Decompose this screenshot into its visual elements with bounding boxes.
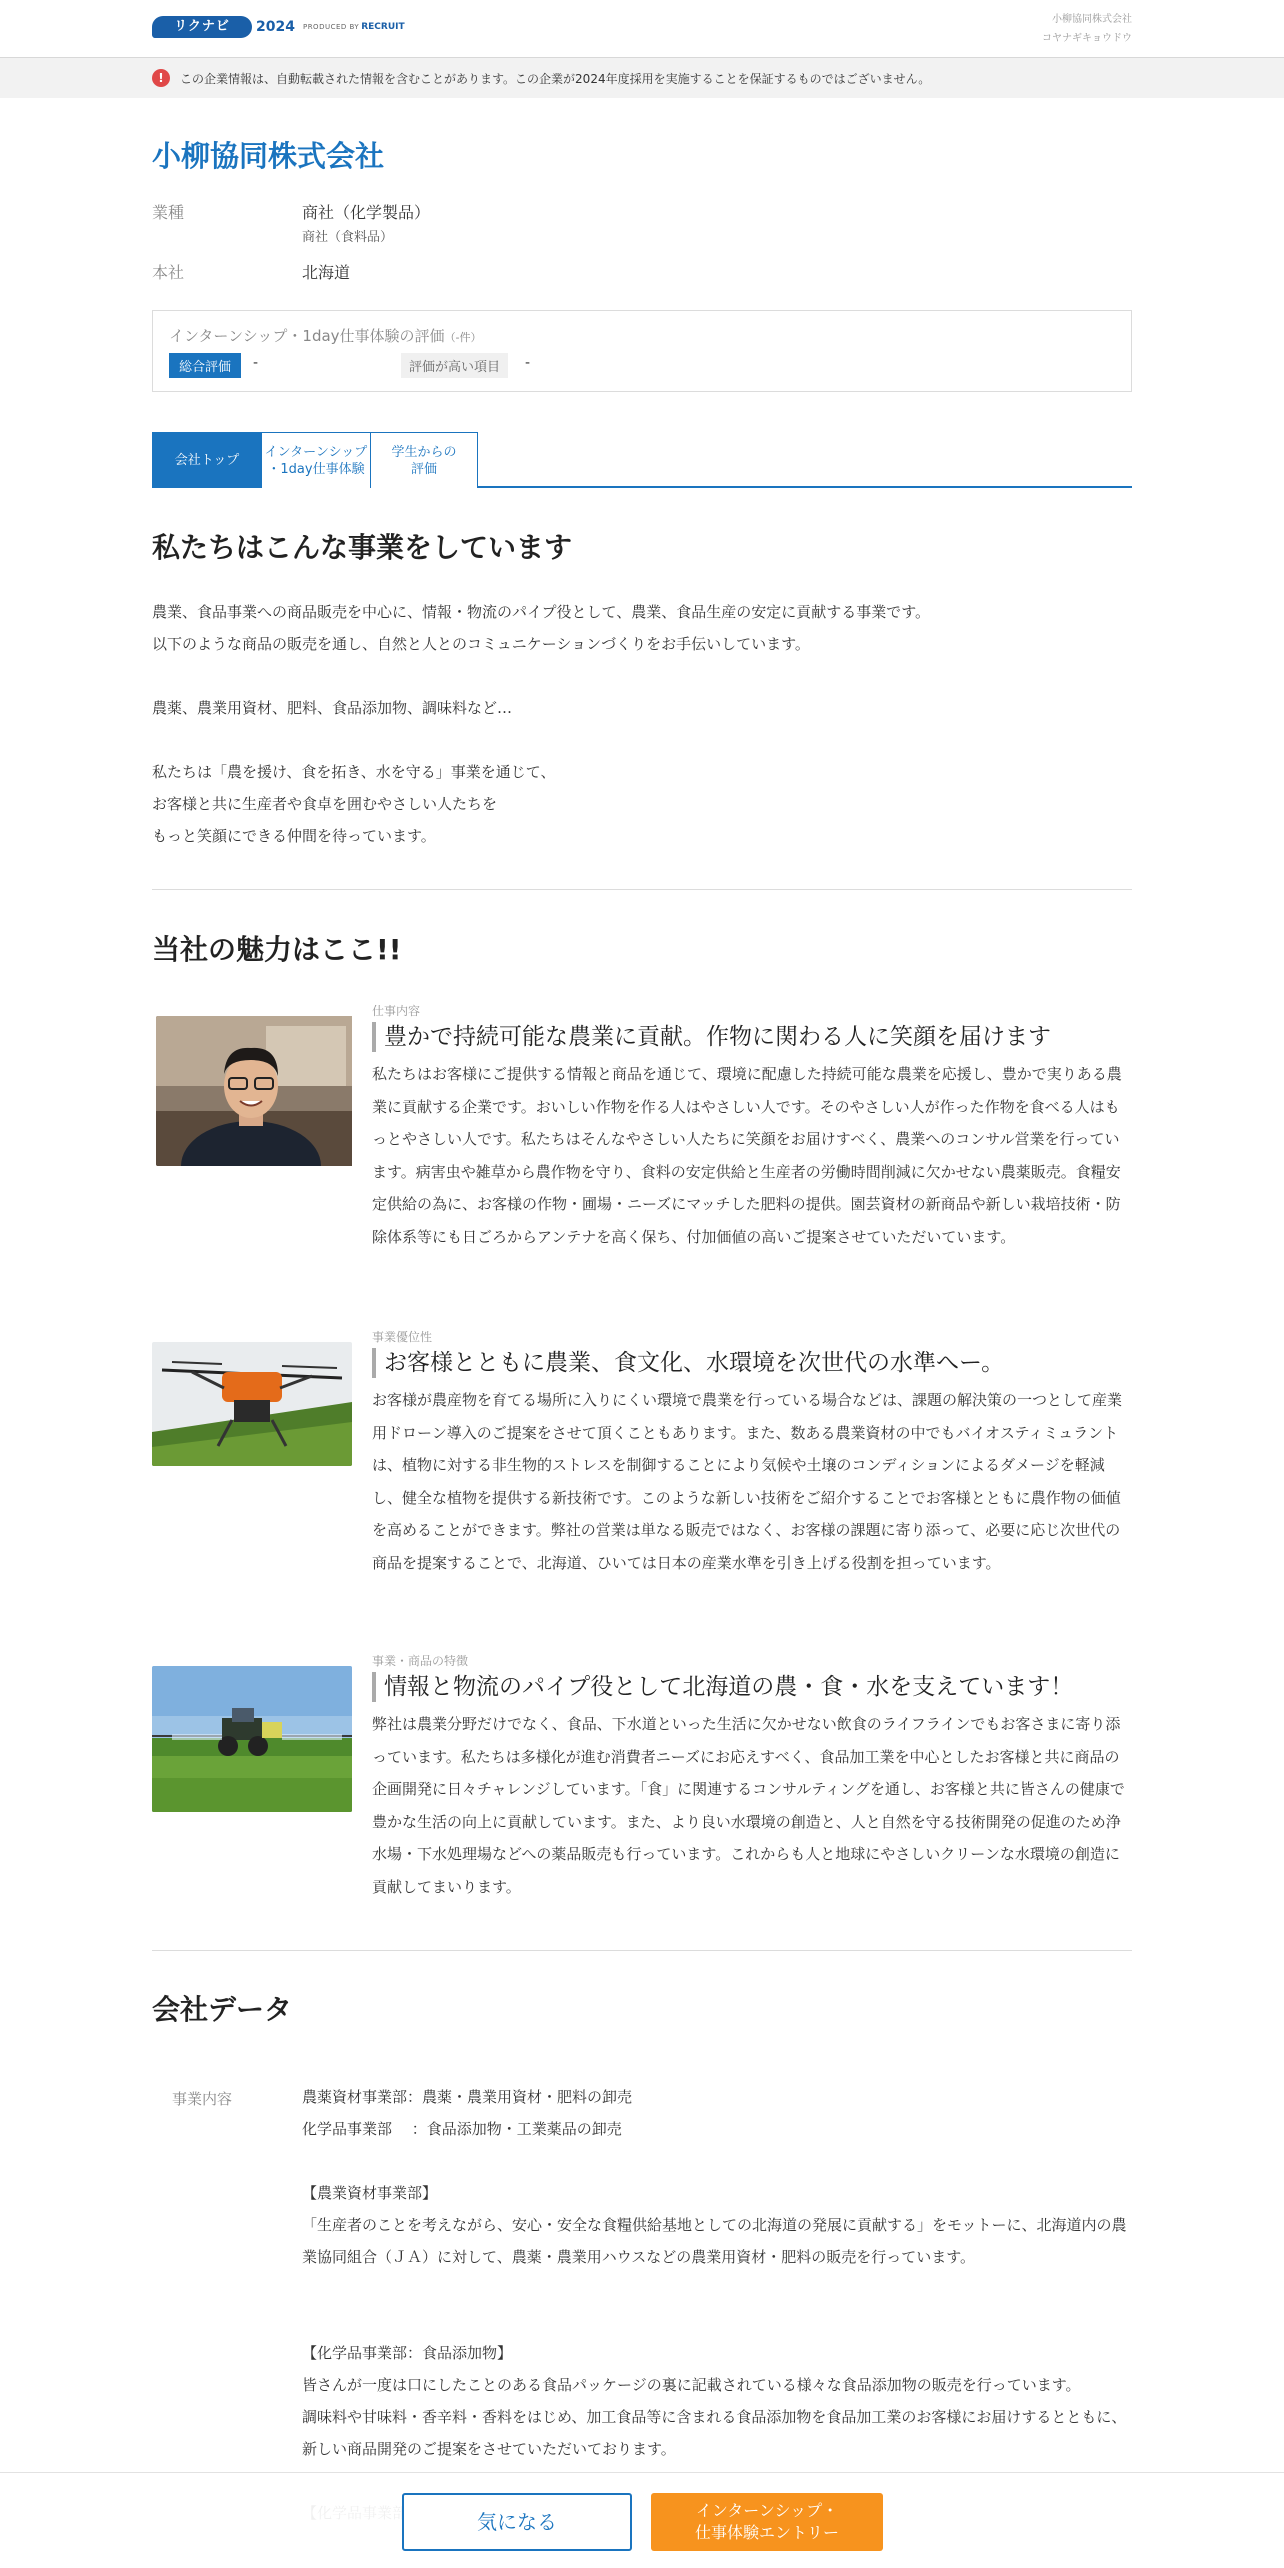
appeal-body [372, 1652, 1132, 1903]
appeal-text: 弊社は農業分野だけでなく、食品、下水道といった生活に欠かせない飲食のライフラインでもお客さまに寄り添っています。私たちは多様化が進む消費者ニーズにお応えすべく、食品加工業を中心としたお客様と共に商品の企画開発に日々チャレンジしています。「食」に関連するコンサルティングを通し、お客様と共に皆さんの健康で豊かな生活の向上に貢献しています。また、より良い水環境の創造と、人と自然を守る技術開発の促進のため浄水場・下水処理場などへの薬品販売も行っています。これからも人と地球にやさしいクリーンな水環境の創造に貢献してまいります。 [372, 1715, 1125, 1896]
section-divider [152, 889, 1132, 890]
appeal-photo-staff [156, 1016, 356, 1166]
evaluation-count: （-件） [444, 331, 482, 344]
business-content-text: 農薬資材事業部：農薬・農業用資材・肥料の卸売 化学品事業部 ：食品添加物・工業薬品の卸売 【農業資材事業部】 「生産者のことを考えながら、安心・安全な食糧供給基地としての北海道の発展に貢献する」をモットーに、北海道内の農業協同組合（ＪＡ）に対して、農薬・農業用ハウスなどの農業用資材・肥料の販売を行っています。 【化学品事業部：食品添加物】 皆さんが一度は口にしたことのある食品パッケージの裏に記載されている様々な食品添加物の販売を行っています。 調味料や甘味料・香辛料・香料をはじめ、加工食品等に含まれる食品添加物を食品加工業のお客様にお届けするとともに、新しい商品開発のご提案をさせていただいております。 [302, 2088, 1127, 2458]
tab-company-top[interactable] [152, 432, 262, 488]
appeal-heading: 情報と物流のパイプ役として北海道の農・食・水を支えています！ [372, 1672, 1132, 1702]
appeal-heading: 豊かで持続可能な農業に貢献。作物に関わる人に笑顔を届けます [372, 1022, 1132, 1052]
logo-year: 2024 [256, 19, 295, 35]
tab-company-top-label: 会社トップ [174, 453, 240, 468]
business-section-title: 私たちはこんな事業をしています [152, 531, 573, 564]
industry-value: 商社（化学製品） [302, 203, 431, 222]
evaluation-title-text: インターンシップ・1day仕事体験の評価 [169, 327, 445, 345]
hq-label: 本社 [152, 263, 185, 282]
site-header [0, 0, 1284, 58]
high-rated-items-chip: 評価が高い項目 [401, 353, 508, 378]
header-company-name: 小柳協同株式会社 [1052, 14, 1132, 25]
header-company-info [1042, 10, 1132, 48]
logo-recruit: RECRUIT [361, 22, 405, 32]
appeal-text: 私たちはお客様にご提供する情報と商品を通じて、環境に配慮した持続可能な農業を応援し、豊かで実りある農業に貢献する企業です。おいしい作物を作る人はやさしい人です。そのやさしい人が作った作物を食べる人はもっとやさしい人です。私たちはそんなやさしい人たちに笑顔をお届けすべく、農業へのコンサル営業を行っています。病害虫や雑草から農作物を守り、食料の安定供給と生産者の労働時間削減に欠かせない農薬販売。食糧安定供給の為に、お客様の作物・圃場・ニーズにマッチした肥料の提供。園芸資材の新商品や新しい栽培技術・防除体系等にも日ごろからアンテナを高く保ち、付加価値の高いご提案させていただいています。 [372, 1065, 1122, 1246]
staff-photo-image [156, 1016, 352, 1166]
favorite-button[interactable]: 気になる [402, 2493, 632, 2551]
tab-internship[interactable] [261, 432, 371, 488]
appeal-section-title: 当社の魅力はここ!! [152, 933, 402, 966]
overall-rating-badge: 総合評価 [169, 353, 241, 378]
bottom-action-bar [0, 2472, 1284, 2568]
notice-text: この企業情報は、自動転載された情報を含むことがあります。この企業が2024年度採用を実施することを保証するものではございません。 [180, 71, 931, 86]
tab-student-reviews[interactable] [370, 432, 478, 488]
business-description: 農業、食品事業への商品販売を中心に、情報・物流のパイプ役として、農業、食品生産の安定に貢献する事業です。 以下のような商品の販売を通し、自然と人とのコミュニケーションづくりをお手伝いしています。 農薬、農業用資材、肥料、食品添加物、調味料など… 私たちは「農を援け、食を拓き、水を守る」事業を通じて、 お客様と共に生産者や食卓を囲むやさしい人たちを もっと笑顔にできる仲間を待っています。 [152, 603, 931, 845]
appeal-photo-sprayer [152, 1666, 352, 1812]
drone-photo-image [152, 1342, 352, 1466]
industry-label: 業種 [152, 203, 185, 222]
business-content-label: 事業内容 [172, 2090, 233, 2108]
hq-value: 北海道 [302, 263, 351, 282]
tab-student-reviews-label: 学生からの 評価 [391, 444, 457, 477]
evaluation-box [152, 310, 1132, 392]
appeal-category: 事業・商品の特徴 [372, 1654, 469, 1668]
high-rated-items-value: - [525, 355, 531, 371]
logo-produced-by: PRODUCED BY [302, 23, 360, 31]
appeal-photo-drone [152, 1342, 352, 1466]
appeal-body [372, 1002, 1132, 1253]
tab-internship-label: インターンシップ ・1day仕事体験 [264, 444, 368, 477]
evaluation-title [169, 325, 482, 346]
page-title: 小柳協同株式会社 [152, 139, 385, 173]
overall-rating-value: - [253, 355, 259, 371]
appeal-category: 仕事内容 [372, 1004, 421, 1018]
internship-entry-button[interactable]: インターンシップ・ 仕事体験エントリー [651, 2493, 883, 2551]
company-tabs [152, 432, 1132, 488]
header-company-kana: コヤナギキョウドウ [1042, 33, 1132, 44]
appeal-body [372, 1328, 1132, 1579]
appeal-category: 事業優位性 [372, 1330, 433, 1344]
notice-bar [0, 58, 1284, 98]
industry-sub-value: 商社（食料品） [302, 230, 394, 245]
appeal-text: お客様が農産物を育てる場所に入りにくい環境で農業を行っている場合などは、課題の解決策の一つとして産業用ドローン導入のご提案をさせて頂くこともあります。また、数ある農業資材の中でもバイオスティミュラントは、植物に対する非生物的ストレスを制御することにより気候や土壌のコンディションによるダメージを軽減し、健全な植物を提供する新技術です。このような新しい技術をご紹介することでお客様とともに農作物の価値を高めることができます。弊社の営業は単なる販売ではなく、お客様の課題に寄り添って、必要に応じ次世代の商品を提案することで、北海道、ひいては日本の産業水準を引き上げる役割を担っています。 [372, 1391, 1123, 1572]
alert-icon: ! [152, 69, 170, 87]
rikunabi-logo[interactable] [152, 16, 405, 38]
logo-mark: リクナビ [152, 16, 252, 38]
appeal-heading: お客様とともに農業、食文化、水環境を次世代の水準へー。 [372, 1348, 1132, 1378]
section-divider [152, 1950, 1132, 1951]
sprayer-photo-image [152, 1666, 352, 1812]
company-data-title: 会社データ [152, 1993, 293, 2026]
